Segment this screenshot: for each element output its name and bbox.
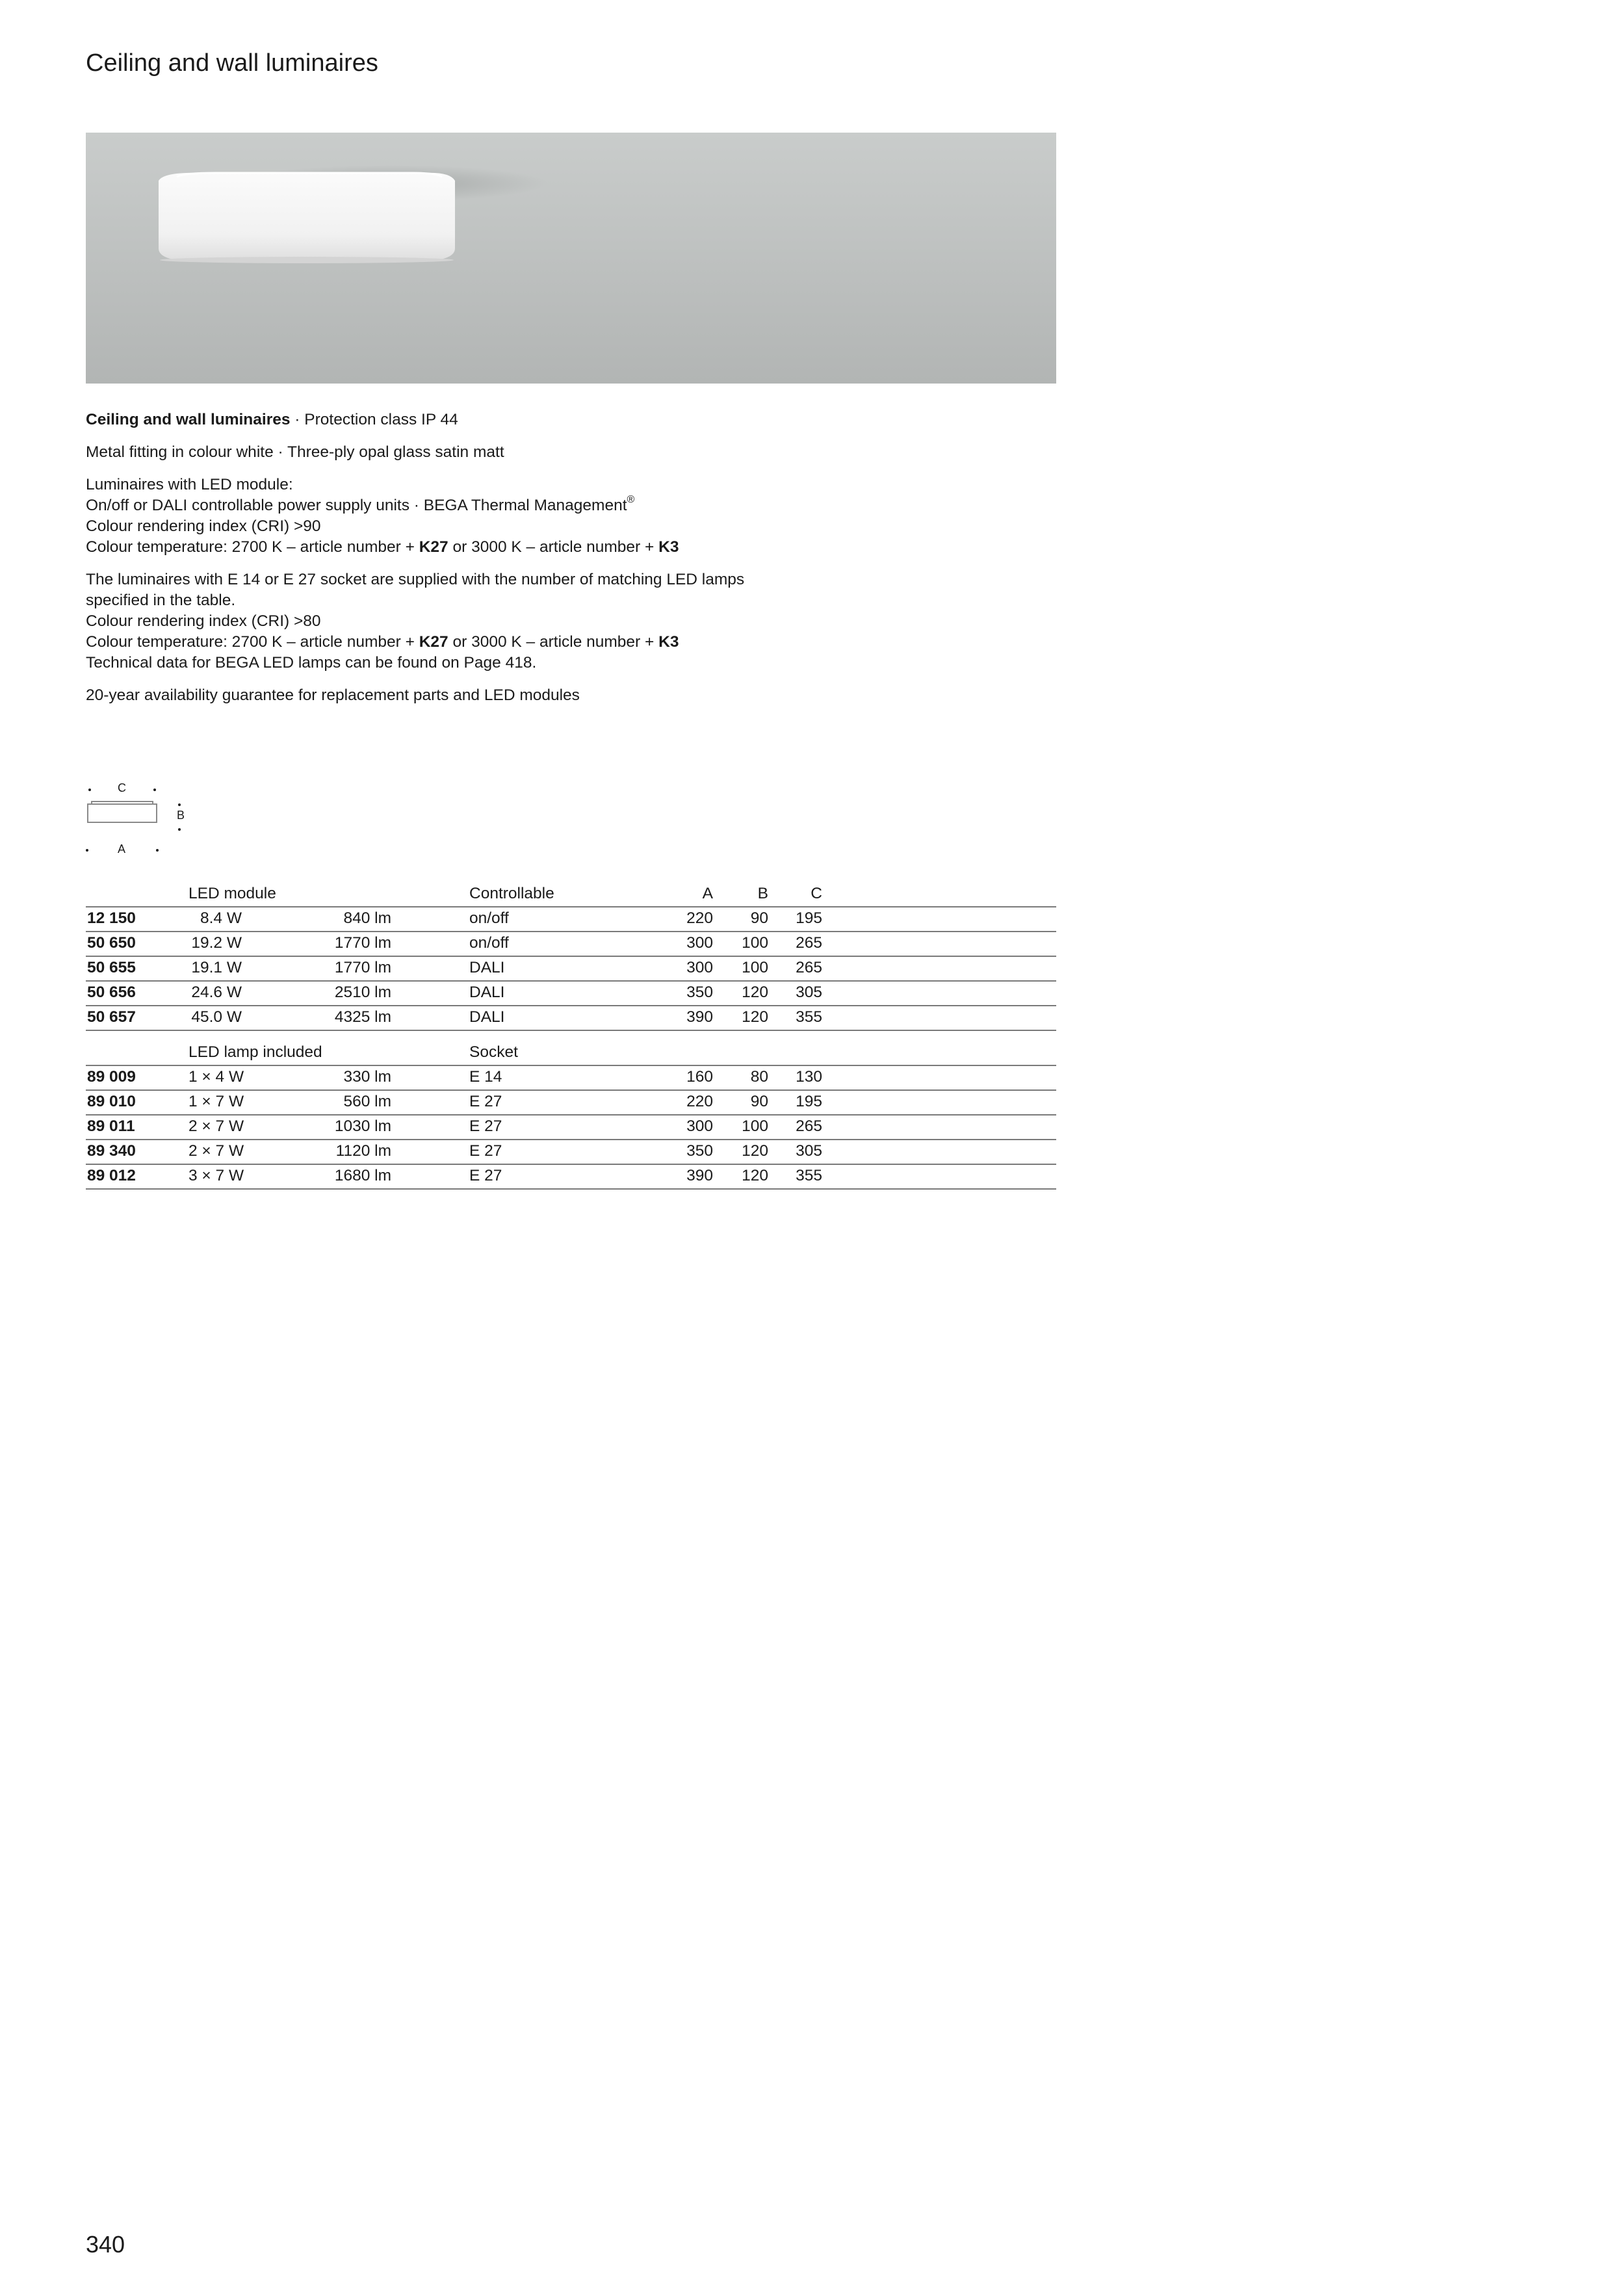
dim-b: 120 [742,1167,768,1184]
registered-mark: ® [627,494,635,505]
led-cri-line: Colour rendering index (CRI) >90 [86,517,321,535]
lumen: 840 lm [343,909,391,927]
dim-a: 300 [686,934,713,952]
power: 45.0 W [191,1008,242,1026]
dim-a-right-dot [156,849,159,852]
socket: E 14 [469,1068,502,1086]
power-supply-line: On/off or DALI controllable power supply units · BEGA Thermal Management [86,497,627,514]
dim-label-b: B [177,809,185,822]
dim-c: 130 [796,1068,822,1086]
dim-a: 390 [686,1008,713,1026]
dim-b-bottom-dot [178,828,181,831]
dim-b: 100 [742,1117,768,1135]
power: 24.6 W [191,984,242,1001]
lamp-intro-line-1: The luminaires with E 14 or E 27 socket are supplied with the number of matching LED lamps [86,571,745,588]
dim-c: 355 [796,1167,822,1184]
lamp-tech-line: Technical data for BEGA LED lamps can be found on Page 418. [86,654,537,672]
dim-c: 305 [796,984,822,1001]
article-number: 50 657 [87,1008,136,1026]
dim-c: 265 [796,1117,822,1135]
dim-a: 220 [686,909,713,927]
colour-temp-mid-2: or 3000 K – article number + [448,633,659,651]
colour-temp-prefix-2: Colour temperature: 2700 K – article number + [86,633,419,651]
table-row [86,1066,1056,1091]
dim-b: 120 [742,984,768,1001]
dim-c: 355 [796,1008,822,1026]
dim-c: 265 [796,934,822,952]
header-b: B [757,885,768,902]
dim-a: 390 [686,1167,713,1184]
dim-b-top-dot [178,803,181,806]
article-number: 89 010 [87,1093,136,1110]
table-header-led-module [86,884,1056,907]
socket: E 27 [469,1093,502,1110]
desc-title-line [86,410,1056,430]
power: 8.4 W [200,909,242,927]
spec-table [86,884,1056,1190]
page-number: 340 [86,2231,125,2258]
dim-c: 305 [796,1142,822,1160]
dim-a: 350 [686,1142,713,1160]
dim-b: 100 [742,959,768,976]
dim-b: 120 [742,1142,768,1160]
lumen: 1770 lm [334,959,391,976]
dim-b: 100 [742,934,768,952]
power: 2 × 7 W [188,1142,244,1160]
table-row [86,907,1056,932]
table-row [86,932,1056,957]
led-module-intro: Luminaires with LED module: [86,476,293,493]
lumen: 1120 lm [335,1142,391,1160]
article-number: 89 011 [87,1117,135,1135]
lamp-intro-line-2: specified in the table. [86,592,236,609]
k3-code: K3 [658,538,679,556]
article-number: 50 655 [87,959,136,976]
table-row [86,1140,1056,1165]
article-number: 89 340 [87,1142,136,1160]
table-row [86,957,1056,982]
page-title: Ceiling and wall luminaires [86,49,378,77]
power: 1 × 4 W [188,1068,244,1086]
led-lamp-block [86,569,1056,673]
power: 19.2 W [191,934,242,952]
socket: E 27 [469,1117,502,1135]
product-photo [86,133,1056,384]
article-number: 12 150 [87,909,136,927]
article-number: 50 656 [87,984,136,1001]
table-row [86,1165,1056,1190]
control: DALI [469,959,505,976]
dim-a: 300 [686,1117,713,1135]
dim-b: 120 [742,1008,768,1026]
desc-title: Ceiling and wall luminaires [86,411,291,428]
article-number: 50 650 [87,934,136,952]
header-type: LED module [188,885,276,902]
dim-b: 90 [750,909,768,927]
socket: E 27 [469,1142,502,1160]
table-header-led-lamp [86,1031,1056,1066]
dim-c: 265 [796,959,822,976]
lumen: 1030 lm [334,1117,391,1135]
header-controllable: Controllable [469,885,554,902]
luminaire-illustration [86,133,1056,384]
lumen: 2510 lm [334,984,391,1001]
power: 1 × 7 W [188,1093,244,1110]
dim-label-a: A [118,842,126,855]
control: on/off [469,909,509,927]
dim-c-left-dot [88,789,91,791]
k27-code-2: K27 [419,633,448,651]
lumen: 4325 lm [334,1008,391,1026]
lumen: 560 lm [343,1093,391,1110]
k3-code-2: K3 [658,633,679,651]
dimension-sketch [86,780,216,858]
dim-a-left-dot [86,849,88,852]
header-lamp-type: LED lamp included [188,1043,322,1061]
control: DALI [469,984,505,1001]
table-row [86,1006,1056,1031]
colour-temp-mid: or 3000 K – article number + [448,538,659,556]
article-number: 89 012 [87,1167,136,1184]
dim-a: 160 [686,1068,713,1086]
power: 2 × 7 W [188,1117,244,1135]
header-socket: Socket [469,1043,518,1061]
protection-class: · Protection class IP 44 [290,411,458,428]
dim-b: 90 [750,1093,768,1110]
led-module-block [86,475,1056,558]
dim-c: 195 [796,909,822,927]
dim-b: 80 [750,1068,768,1086]
lamp-cri-line: Colour rendering index (CRI) >80 [86,612,321,630]
dim-c: 195 [796,1093,822,1110]
guarantee-line: 20-year availability guarantee for replacement parts and LED modules [86,686,580,704]
control: DALI [469,1008,505,1026]
table-row [86,1115,1056,1140]
dim-c-right-dot [153,789,156,791]
k27-code: K27 [419,538,448,556]
article-number: 89 009 [87,1068,136,1086]
header-c: C [811,885,822,902]
power: 19.1 W [191,959,242,976]
socket: E 27 [469,1167,502,1184]
power: 3 × 7 W [188,1167,244,1184]
dim-a: 220 [686,1093,713,1110]
material-line: Metal fitting in colour white · Three-ply opal glass satin matt [86,443,504,461]
colour-temp-prefix: Colour temperature: 2700 K – article number + [86,538,419,556]
control: on/off [469,934,509,952]
table-row [86,982,1056,1006]
table-row [86,1091,1056,1115]
lumen: 330 lm [343,1068,391,1086]
product-description [86,410,1056,718]
dim-a: 300 [686,959,713,976]
dim-a: 350 [686,984,713,1001]
dim-label-c: C [118,781,126,794]
luminaire-side-outline [87,803,157,823]
lumen: 1680 lm [334,1167,391,1184]
lumen: 1770 lm [334,934,391,952]
header-a: A [702,885,713,902]
